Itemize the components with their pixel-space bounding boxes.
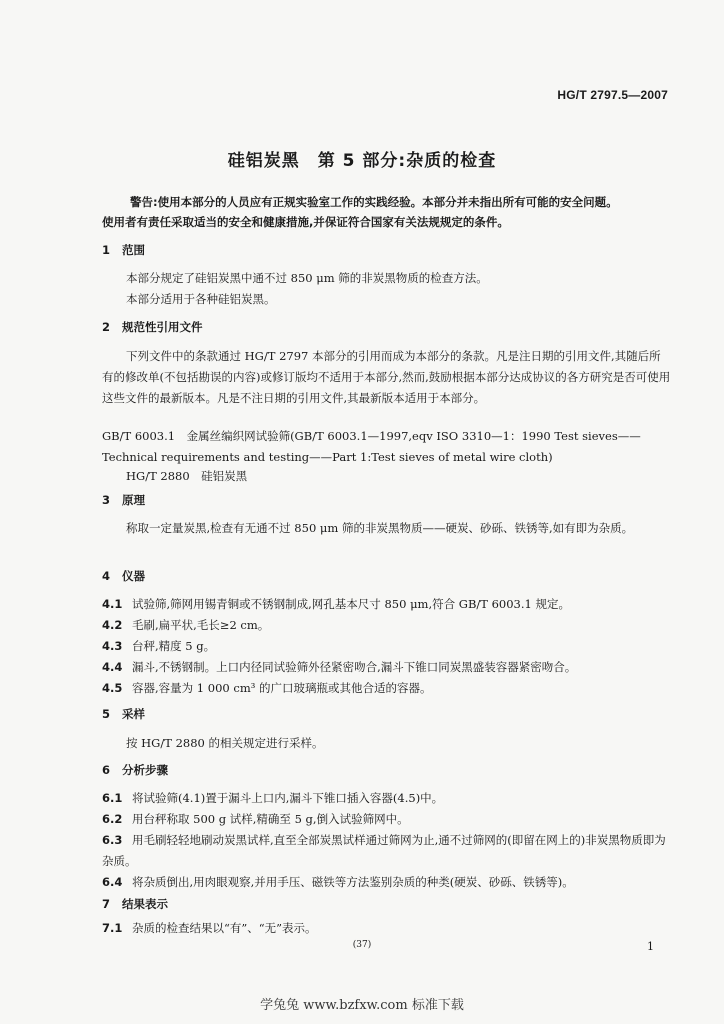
item-6-2 (102, 809, 672, 830)
item-text: 漏斗,不锈钢制。上口内径同试验筛外径紧密吻合,漏斗下锥口同炭黑盛装容器紧密吻合。 (132, 660, 577, 674)
section-title: 采样 (122, 707, 145, 721)
reference-gbt-6003: GB/T 6003.1 金属丝编织网试验筛(GB/T 6003.1—1997,eqv ISO 3310—1：1990 Test sieves——Technical requirements and testing——Part 1:Test sieves of metal wire cloth) (102, 429, 641, 464)
item-number: 4.5 (102, 681, 123, 695)
section-title: 结果表示 (122, 897, 168, 911)
section-number: 4 (102, 569, 111, 583)
footer-watermark: 学兔兔 www.bzfxw.com 标准下载 (260, 998, 464, 1013)
item-number: 6.2 (102, 812, 123, 826)
item-text: 容器,容量为 1 000 cm³ 的广口玻璃瓶或其他合适的容器。 (132, 681, 432, 695)
section-title: 分析步骤 (122, 763, 168, 777)
item-number: 6.1 (102, 791, 123, 805)
item-text: 将试验筛(4.1)置于漏斗上口内,漏斗下锥口插入容器(4.5)中。 (132, 791, 444, 805)
item-4-2 (102, 615, 672, 636)
item-6-4 (102, 872, 672, 893)
item-4-5 (102, 678, 672, 699)
item-text: 台秤,精度 5 g。 (132, 639, 216, 653)
item-text: 用毛刷轻轻地刷动炭黑试样,直至全部炭黑试样通过筛网为止,通不过筛网的(即留在网上的)非炭黑物质即为杂质。 (102, 833, 666, 868)
section-number: 7 (102, 897, 111, 911)
section-5-heading (102, 706, 145, 722)
item-text: 用台秤称取 500 g 试样,精确至 5 g,倒入试验筛网中。 (132, 812, 409, 826)
section-4-heading (102, 568, 145, 584)
section-number: 5 (102, 707, 111, 721)
item-number: 6.4 (102, 875, 123, 889)
item-7-1 (102, 918, 672, 939)
item-6-3 (102, 830, 672, 872)
item-number: 4.3 (102, 639, 123, 653)
warning-line-2: 使用者有责任采取适当的安全和健康措施,并保证符合国家有关法规规定的条件。 (102, 215, 509, 229)
item-number: 4.2 (102, 618, 123, 632)
page-number-center: (37) (352, 940, 372, 950)
section-title: 仪器 (122, 569, 145, 583)
section-2-heading (102, 319, 203, 335)
item-text: 毛刷,扁平状,毛长≥2 cm。 (132, 618, 270, 632)
section-title: 规范性引用文件 (122, 320, 203, 334)
item-6-1 (102, 788, 672, 809)
section-number: 1 (102, 243, 111, 257)
section-number: 2 (102, 320, 111, 334)
reference-hgt-2880: HG/T 2880 硅铝炭黑 (126, 469, 248, 483)
section-1-para-2: 本部分适用于各种硅铝炭黑。 (126, 292, 276, 306)
item-4-4 (102, 657, 672, 678)
section-1-heading (102, 242, 145, 258)
section-7-heading (102, 896, 168, 912)
section-3-para-1: 称取一定量炭黑,检查有无通不过 850 μm 筛的非炭黑物质——硬炭、砂砾、铁锈等,如有即为杂质。 (126, 521, 634, 535)
item-text: 将杂质倒出,用肉眼观察,并用手压、磁铁等方法鉴别杂质的种类(硬炭、砂砾、铁锈等)。 (132, 875, 574, 889)
section-number: 6 (102, 763, 111, 777)
item-text: 杂质的检查结果以“有”、“无”表示。 (132, 921, 317, 935)
warning-line-1: 警告:使用本部分的人员应有正规实验室工作的实践经验。本部分并未指出所有可能的安全问题。 (130, 195, 618, 209)
page-number-right: 1 (647, 940, 654, 953)
section-number: 3 (102, 493, 111, 507)
item-number: 4.4 (102, 660, 123, 674)
section-6-heading (102, 762, 168, 778)
section-2-para-1: 下列文件中的条款通过 HG/T 2797 本部分的引用而成为本部分的条款。凡是注日期的引用文件,其随后所有的修改单(不包括勘误的内容)或修订版均不适用于本部分,然而,鼓励根据本部分达成协议的各方研究是否可使用这些文件的最新版本。凡是不注日期的引用文件,其最新版本适用于本部分。 (102, 349, 671, 405)
page-title: 硅铝炭黑 第 5 部分:杂质的检查 (227, 151, 497, 171)
warning-notice (102, 192, 672, 232)
standard-code: HG/T 2797.5—2007 (557, 88, 668, 102)
item-text: 试验筛,筛网用锡青铜或不锈钢制成,网孔基本尺寸 850 μm,符合 GB/T 6003.1 规定。 (132, 597, 570, 611)
item-4-1 (102, 594, 672, 615)
item-number: 4.1 (102, 597, 123, 611)
section-title: 原理 (122, 493, 145, 507)
section-1-para-1: 本部分规定了硅铝炭黑中通不过 850 μm 筛的非炭黑物质的检查方法。 (126, 271, 488, 285)
item-4-3 (102, 636, 672, 657)
item-number: 6.3 (102, 833, 123, 847)
section-5-para-1: 按 HG/T 2880 的相关规定进行采样。 (126, 736, 324, 750)
section-3-heading (102, 492, 145, 508)
item-number: 7.1 (102, 921, 123, 935)
section-title: 范围 (122, 243, 145, 257)
